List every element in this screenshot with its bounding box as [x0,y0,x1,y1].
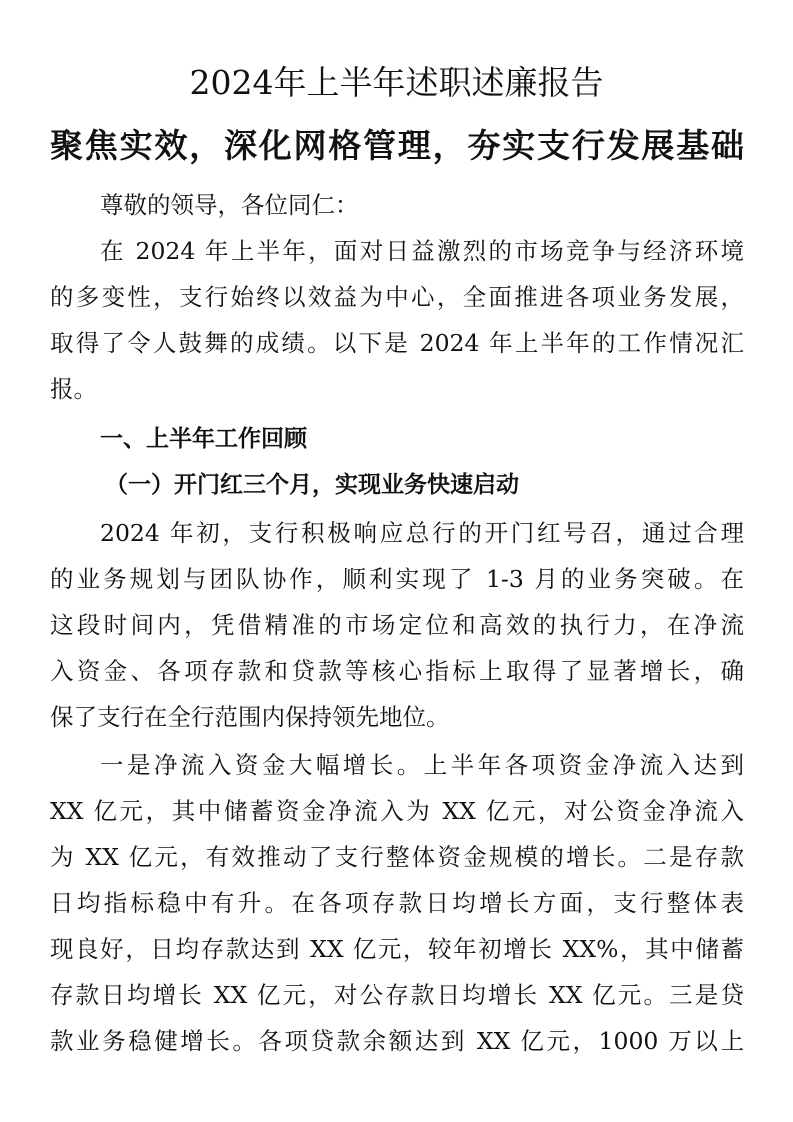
section-heading: 一、上半年工作回顾 [100,426,307,452]
document-title: 2024年上半年述职述廉报告 [189,63,604,102]
paragraph-line: 现良好，日均存款达到 XX 亿元，较年初增长 XX%，其中储蓄 [50,935,744,963]
salutation: 尊敬的领导，各位同仁： [100,191,359,219]
document-subtitle: 聚焦实效，深化网格管理，夯实支行发展基础 [50,126,744,165]
paragraph-line: 保了支行在全行范围内保持领先地位。 [50,703,450,731]
paragraph-line: 的业务规划与团队协作，顺利实现了 1-3 月的业务突破。在 [50,565,744,593]
paragraph-line: 日均指标稳中有升。在各项存款日均增长方面，支行整体表 [50,889,744,917]
subsection-heading: （一）开门红三个月，实现业务快速启动 [105,472,519,498]
paragraph-line: 2024 年初，支行积极响应总行的开门红号召，通过合理 [100,519,744,547]
paragraph-line: 一是净流入资金大幅增长。上半年各项资金净流入达到 [100,751,744,779]
intro-line: 的多变性，支行始终以效益为中心，全面推进各项业务发展， [50,283,744,311]
paragraph-line: 为 XX 亿元，有效推动了支行整体资金规模的增长。二是存款 [50,843,744,871]
paragraph-line: 入资金、各项存款和贷款等核心指标上取得了显著增长，确 [50,657,744,685]
paragraph-line: 款业务稳健增长。各项贷款余额达到 XX 亿元，1000 万以上 [50,1027,744,1055]
intro-line: 报。 [50,375,97,403]
paragraph-line: 这段时间内，凭借精准的市场定位和高效的执行力，在净流 [50,611,744,639]
paragraph-line: XX 亿元，其中储蓄资金净流入为 XX 亿元，对公资金净流入 [50,797,744,825]
intro-line: 在 2024 年上半年，面对日益激烈的市场竞争与经济环境 [100,237,744,265]
paragraph-line: 存款日均增长 XX 亿元，对公存款日均增长 XX 亿元。三是贷 [50,981,744,1009]
intro-line: 取得了令人鼓舞的成绩。以下是 2024 年上半年的工作情况汇 [50,329,744,357]
